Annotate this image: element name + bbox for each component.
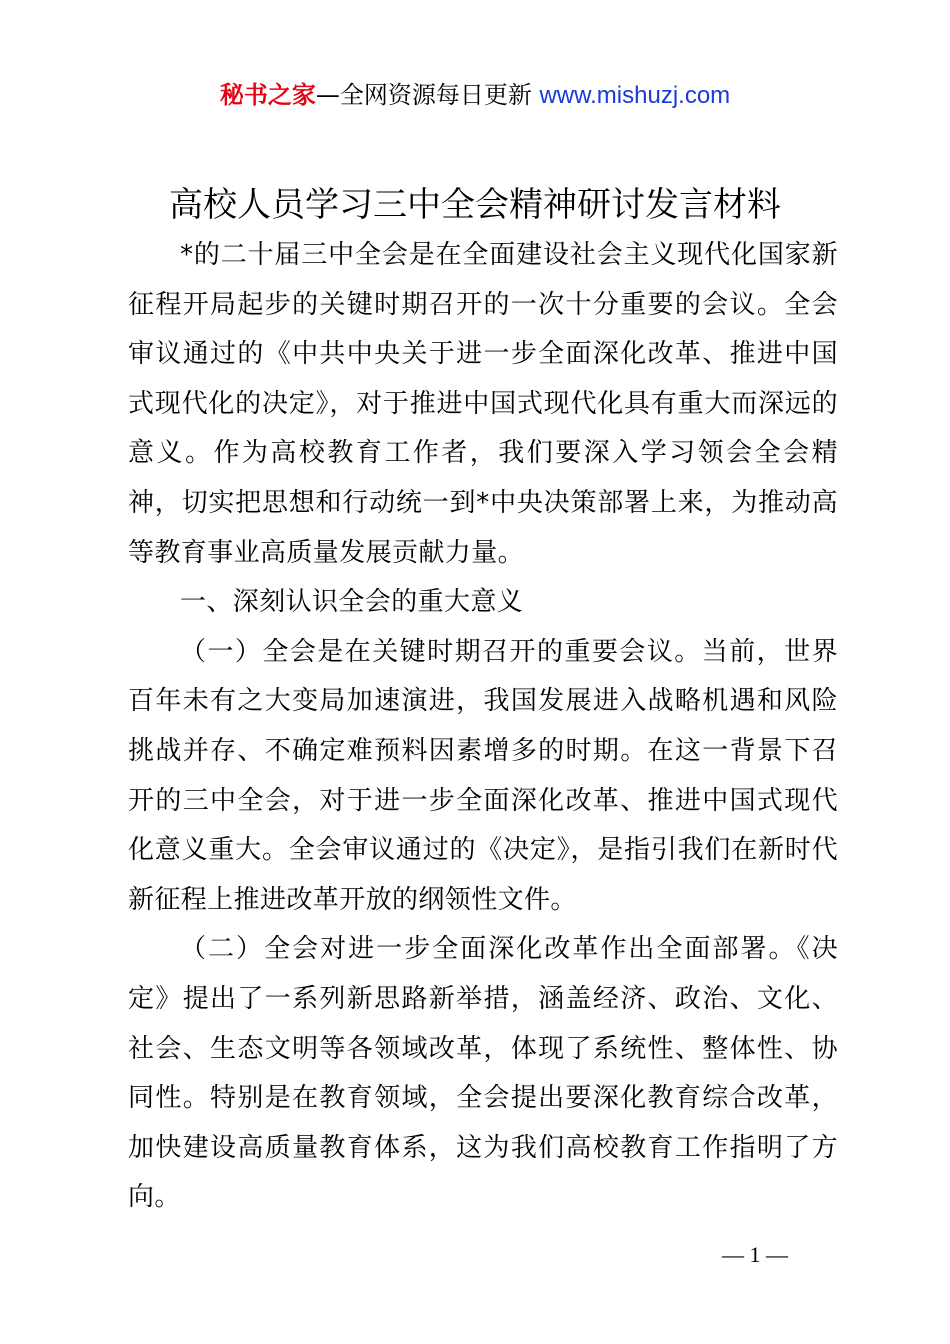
body-paragraph: （一）全会是在关键时期召开的重要会议。当前，世界百年未有之大变局加速演进，我国发展进入战略机遇和风险挑战并存、不确定难预料因素增多的时期。在这一背景下召开的三中全会，对于进一步全面深化改革、推进中国式现代化意义重大。全会审议通过的《决定》，是指引我们在新时代新征程上推进改革开放的纲领性文件。 (128, 636, 838, 915)
site-header (0, 78, 950, 113)
document-body (128, 231, 838, 1223)
intro-paragraph: *的二十届三中全会是在全面建设社会主义现代化国家新征程开局起步的关键时期召开的一次十分重要的会议。全会审议通过的《中共中央关于进一步全面深化改革、推进中国式现代化的决定》，对于推进中国式现代化具有重大而深远的意义。作为高校教育工作者，我们要深入学习领会全会精神，切实把思想和行动统一到*中央决策部署上来，为推动高等教育事业高质量发展贡献力量。 (128, 240, 838, 568)
section-heading: 一、深刻认识全会的重大意义 (180, 587, 524, 618)
body-paragraph: （二）全会对进一步全面深化改革作出全面部署。《决定》提出了一系列新思路新举措，涵盖经济、政治、文化、社会、生态文明等各领域改革，体现了系统性、整体性、协同性。特别是在教育领域，全会提出要深化教育综合改革，加快建设高质量教育体系，这为我们高校教育工作指明了方向。 (128, 934, 838, 1213)
page-number: — 1 — (722, 1242, 788, 1267)
site-url-link[interactable]: www.mishuzj.com (539, 82, 731, 109)
site-brand: 秘书之家 (219, 81, 316, 109)
document-title: 高校人员学习三中全会精神研讨发言材料 (169, 185, 781, 225)
site-tagline: —全网资源每日更新 (315, 81, 532, 109)
